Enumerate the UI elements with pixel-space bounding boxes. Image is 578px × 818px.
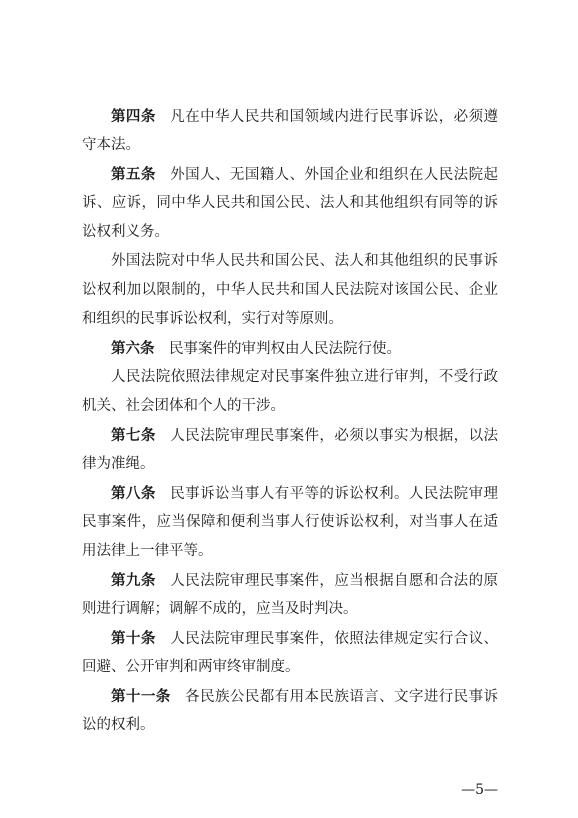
article-6-second-paragraph: [82, 363, 498, 421]
article-number: 第五条: [111, 166, 156, 183]
article-number: 第七条: [111, 427, 156, 444]
article-8-paragraph: [82, 479, 498, 566]
article-number: 第十一条: [111, 688, 171, 705]
article-10-paragraph: [82, 624, 498, 682]
text-line: [82, 334, 498, 363]
text-line: 讼权利加以限制的，中华人民共和国人民法院对该国公民、企业: [82, 282, 498, 298]
text-line: [82, 421, 498, 450]
text-line: 回避、公开审判和两审终审制度。: [82, 659, 300, 675]
article-number: 第六条: [111, 340, 155, 357]
article-number: 第十条: [111, 630, 156, 647]
text-line: 民事案件，应当保障和便利当事人行使诉讼权利，对当事人在适: [82, 514, 498, 530]
article-number: 第八条: [111, 485, 156, 502]
text-content: 民事诉讼当事人有平等的诉讼权利。人民法院审理: [170, 486, 498, 502]
text-content: 人民法院审理民事案件，应当根据自愿和合法的原: [170, 573, 498, 589]
text-line: 律为准绳。: [82, 456, 155, 472]
text-line: 外国法院对中华人民共和国公民、法人和其他组织的民事诉: [111, 253, 498, 269]
article-7-paragraph: [82, 421, 498, 479]
text-line: 机关、社会团体和个人的干涉。: [82, 398, 285, 414]
document-body: [82, 102, 498, 740]
text-line: 和组织的民事诉讼权利，实行对等原则。: [82, 311, 343, 327]
text-line: 讼的权利。: [82, 717, 155, 733]
text-line: 诉、应诉，同中华人民共和国公民、法人和其他组织有同等的诉: [82, 195, 498, 211]
text-content: 人民法院审理民事案件，依照法律规定实行合议、: [170, 631, 498, 647]
article-4-paragraph: [82, 102, 498, 160]
text-line: 守本法。: [82, 137, 140, 153]
text-line: [82, 624, 498, 653]
text-line: 人民法院依照法律规定对民事案件独立进行审判，不受行政: [111, 369, 498, 385]
text-line: [82, 102, 498, 131]
article-11-paragraph: [82, 682, 498, 740]
text-content: 民事案件的审判权由人民法院行使。: [169, 341, 401, 357]
text-line: [82, 160, 498, 189]
text-line: 讼权利义务。: [82, 224, 169, 240]
text-line: 则进行调解；调解不成的，应当及时判决。: [82, 601, 358, 617]
text-content: 人民法院审理民事案件，必须以事实为根据，以法: [170, 428, 498, 444]
text-content: 凡在中华人民共和国领域内进行民事诉讼，必须遵: [170, 109, 498, 125]
text-line: [82, 682, 498, 711]
text-line: 用法律上一律平等。: [82, 543, 213, 559]
article-5-second-paragraph: [82, 247, 498, 334]
text-content: 各民族公民都有用本民族语言、文字进行民事诉: [185, 689, 498, 705]
text-line: [82, 566, 498, 595]
text-content: 外国人、无国籍人、外国企业和组织在人民法院起: [170, 167, 498, 183]
page-number: —5—: [461, 782, 498, 798]
text-line: [82, 479, 498, 508]
article-9-paragraph: [82, 566, 498, 624]
article-5-paragraph: [82, 160, 498, 247]
article-number: 第九条: [111, 572, 156, 589]
article-number: 第四条: [111, 108, 156, 125]
article-6-paragraph: [82, 334, 498, 363]
